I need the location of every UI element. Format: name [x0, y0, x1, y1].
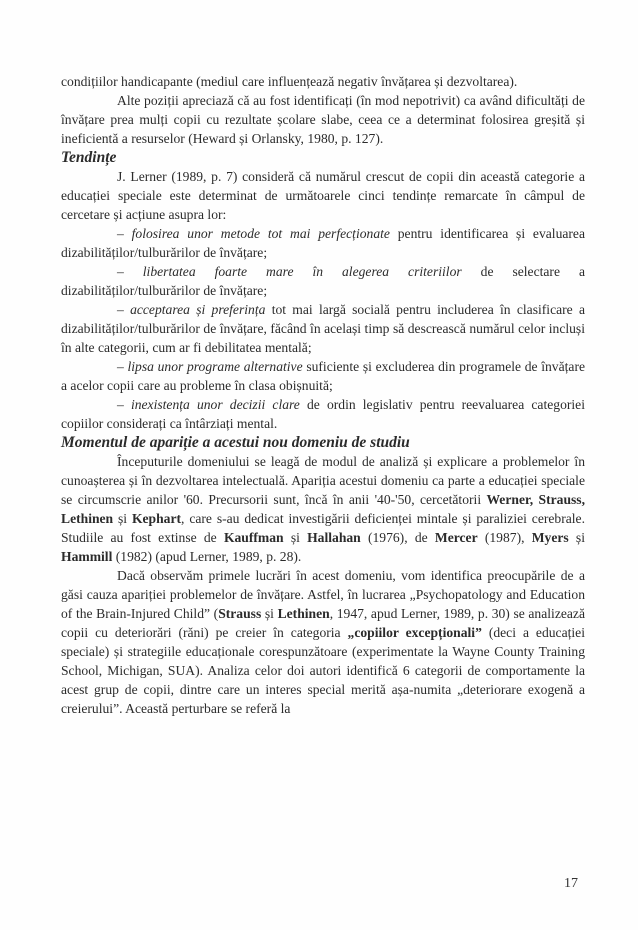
section-heading-tendinte: Tendințe	[61, 149, 117, 166]
list-item	[61, 300, 585, 357]
list-dash: –	[117, 226, 132, 241]
paragraph-alternative-positions: Alte poziții apreciază că au fost identificați (în mod nepotrivit) ca având dificultăți de învățare prea mulți copii cu rezultate școlare slabe, ceea ce a determinat folosirea greșită și ineficientă a resurselor (Heward și Orlansky, 1980, p. 127).	[61, 93, 585, 146]
paragraph-first-works	[61, 566, 585, 718]
page-body	[61, 72, 585, 718]
list-item	[61, 395, 585, 433]
text-run: și	[568, 530, 586, 545]
author-name: Kephart	[131, 511, 182, 526]
list-item-emphasis: acceptarea și preferința	[130, 302, 266, 317]
text-run: , 1947, apud Lerner, 1989, p. 30) se analizează copii cu deteriorări (răni) pe creier în categoria	[61, 606, 585, 640]
list-dash: –	[117, 397, 131, 412]
author-name: Mercer	[434, 530, 478, 545]
list-dash: –	[117, 359, 128, 374]
paragraph-beginnings	[61, 452, 585, 566]
list-item	[61, 262, 585, 300]
list-item-text: suficiente și excluderea din programele de învățare a acelor copii care au probleme în clasa obișnuită;	[61, 359, 586, 393]
author-name: Myers	[531, 530, 569, 545]
author-name: Hammill	[61, 549, 113, 564]
list-item	[61, 224, 585, 262]
list-item-emphasis: folosirea unor metode tot mai perfecționate	[131, 226, 390, 241]
section-heading-momentul: Momentul de apariție a acestui nou domeniu de studiu	[61, 434, 410, 451]
list-item-text: tot mai largă socială pentru includerea în clasificare a dizabilităților/tulburărilor de învățare, făcând în același timp să descrească numărul celor incluși în alte categorii, cum ar fi debilitatea mentală;	[61, 302, 585, 355]
list-item	[61, 357, 585, 395]
text-run: Dacă observăm primele lucrări în acest domeniu, vom identifica preocupările de a găsi cauza apariției problemelor de învățare. Astfel, în lucrarea „Psychopatology and Education of the Brain-Injured Child” (	[61, 568, 585, 621]
emphasis-term: „copiilor excepționali”	[347, 625, 482, 640]
text-run: (1982) (apud Lerner, 1989, p. 28).	[112, 549, 302, 564]
text-run: (1976), de	[360, 530, 435, 545]
list-item-text: de selectare a dizabilităților/tulburărilor de învățare;	[61, 264, 585, 298]
author-name: Kauffman	[223, 530, 284, 545]
list-item-emphasis: libertatea foarte mare în alegerea criteriilor	[142, 264, 462, 279]
text-run: și	[283, 530, 308, 545]
text-run: (deci a educației speciale) și strategiile educaționale corespunzătoare (experimentate la Wayne County Training School, Michigan, SUA). Analiza celor doi autori identifică 6 categorii de comportamente la acest grup de copii, dintre care un interes special merită așa-numita „deteriorare exogenă a creierului”. Această perturbare se referă la	[61, 625, 585, 716]
paragraph-lerner: J. Lerner (1989, p. 7) consideră că numărul crescut de copii din această categorie a educației speciale este determinat de următoarele cinci tendințe remarcate în câmpul de cercetare și acțiune asupra lor:	[61, 169, 585, 222]
author-names: Werner, Strauss, Lethinen	[61, 492, 585, 526]
text-run: (1987),	[477, 530, 532, 545]
page-number: 17	[564, 876, 578, 891]
author-name: Hallahan	[307, 530, 361, 545]
list-item-emphasis: inexistența unor decizii clare	[130, 397, 300, 412]
list-item-text: pentru identificarea și evaluarea dizabilităților/tulburărilor de învățare;	[61, 226, 585, 260]
text-run: Începuturile domeniului se leagă de modul de analiză și explicare a problemelor în cunoașterea și în dezvoltarea intelectuală. Apariția acestui domeniu ca parte a educației speciale se circumscrie anilor '60. Precursorii sunt, încă în anii '40-'50, cercetătorii	[61, 454, 585, 507]
list-dash: –	[117, 264, 143, 279]
author-name: Strauss	[218, 606, 262, 621]
paragraph-continuation: condițiilor handicapante (mediul care influențează negativ învățarea și dezvoltarea).	[61, 74, 518, 89]
text-run: și	[261, 606, 278, 621]
text-run: , care s-au dedicat investigării deficienței mintale și paraliziei cerebrale. Studiile au fost extinse de	[61, 511, 585, 545]
text-run: și	[113, 511, 132, 526]
author-name: Lethinen	[277, 606, 330, 621]
list-item-text: de ordin legislativ pentru reevaluarea categoriei copiilor considerați ca întârziați mental.	[61, 397, 585, 431]
list-dash: –	[117, 302, 131, 317]
list-item-emphasis: lipsa unor programe alternative	[127, 359, 303, 374]
